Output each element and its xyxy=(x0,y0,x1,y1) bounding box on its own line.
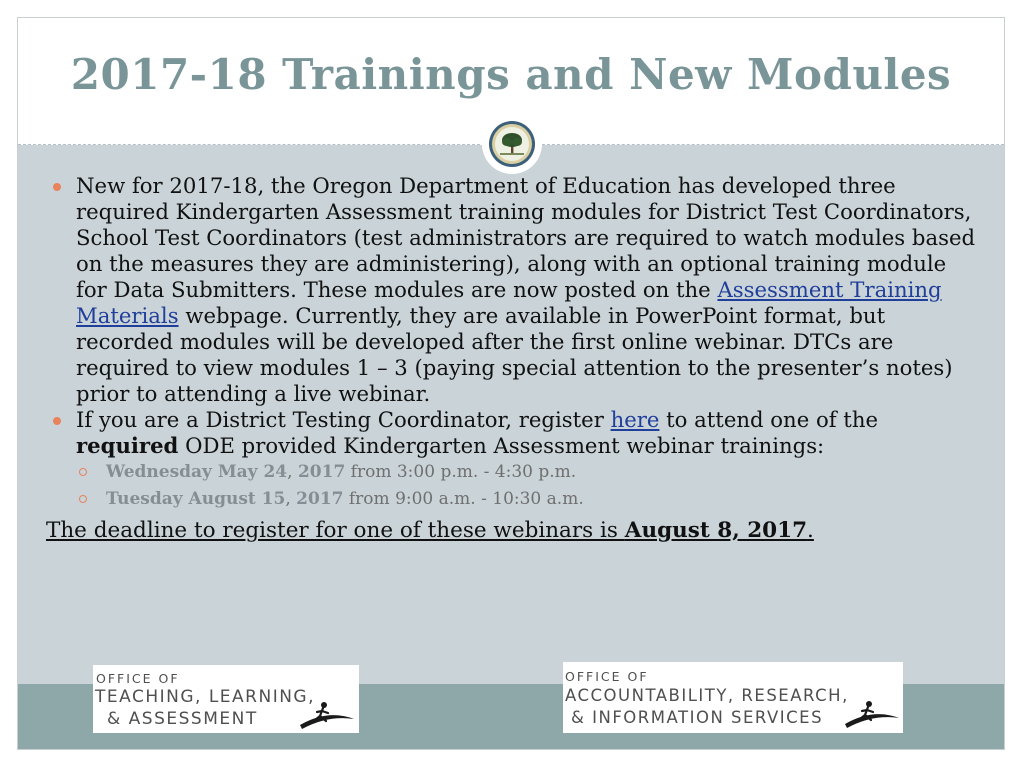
register-here-link[interactable]: here xyxy=(610,407,660,432)
session-item xyxy=(46,486,976,513)
required-emphasis: required xyxy=(76,433,179,458)
session-time: from 3:00 p.m. - 4:30 p.m. xyxy=(345,462,577,482)
logo-line: & INFORMATION SERVICES xyxy=(571,708,824,727)
content-area xyxy=(18,173,1004,546)
teaching-learning-assessment-logo xyxy=(93,665,359,733)
logo-line: TEACHING, LEARNING, xyxy=(95,687,315,707)
seal-badge xyxy=(482,114,542,174)
assessment-training-materials-link[interactable]: Assessment Training Materials xyxy=(76,277,942,328)
bullet-text: New for 2017-18, the Oregon Department of Education has developed three required Kindergarten Assessment training modules for District Test Coordinators, School Test Coordinators (test administrators are required to watch modules based on the measures they are administering), along with an optional training module for Data Submitters. These modules are now posted on the xyxy=(76,173,976,302)
runner-swoosh-icon xyxy=(298,699,356,731)
session-sep: , xyxy=(287,462,298,482)
sub-bullet-ring-icon xyxy=(79,468,87,476)
deadline-end: . xyxy=(807,518,814,543)
slide-title: 2017-18 Trainings and New Modules xyxy=(70,50,952,99)
runner-swoosh-icon xyxy=(843,698,901,730)
deadline-text: The deadline to register for one of these webinars is xyxy=(46,518,625,543)
sub-bullet-ring-icon xyxy=(79,495,87,503)
logo-line: & ASSESSMENT xyxy=(107,709,258,729)
logo-line: OFFICE OF xyxy=(96,671,180,686)
deadline-notice xyxy=(46,516,976,546)
session-item xyxy=(46,459,976,486)
deadline-date: August 8, 2017 xyxy=(624,518,808,543)
oregon-seal-icon xyxy=(488,120,536,168)
bullet-dot-icon xyxy=(53,417,61,425)
session-day: Wednesday May 24 xyxy=(106,462,288,482)
slide xyxy=(17,17,1005,750)
bullet-text: If you are a District Testing Coordinator, register xyxy=(76,407,611,432)
session-day: Tuesday August 15 xyxy=(106,489,286,509)
bullet-dot-icon xyxy=(53,183,61,191)
session-year: 2017 xyxy=(297,462,346,482)
session-time: from 9:00 a.m. - 10:30 a.m. xyxy=(343,489,584,509)
bullet-text: ODE provided Kindergarten Assessment webinar trainings: xyxy=(178,433,825,458)
bullet-item xyxy=(46,407,976,459)
session-year: 2017 xyxy=(296,489,344,509)
bullet-item xyxy=(46,173,976,407)
logo-line: OFFICE OF xyxy=(565,669,649,684)
accountability-research-information-services-logo xyxy=(563,662,903,733)
bullet-text: webpage. Currently, they are available in PowerPoint format, but recorded modules will be developed after the first online webinar. DTCs are required to view modules 1 – 3 (paying special attention to the presenter’s notes) prior to attending a live webinar. xyxy=(76,303,953,406)
session-sep: , xyxy=(285,489,297,509)
logo-line: ACCOUNTABILITY, RESEARCH, xyxy=(565,686,849,705)
bullet-text: to attend one of the xyxy=(659,407,879,432)
